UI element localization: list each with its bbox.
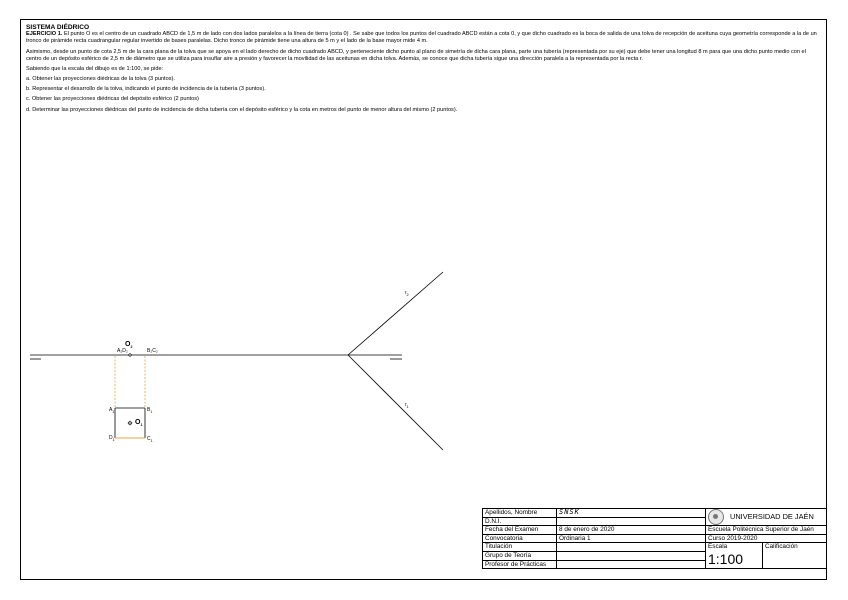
degree-field[interactable]	[557, 543, 706, 552]
label-b2c2: B₂C₂	[147, 348, 158, 354]
dni-field[interactable]	[557, 517, 706, 526]
practice-teacher-field[interactable]	[557, 560, 706, 569]
label-a2d2: A₂D₂	[117, 348, 128, 354]
section-title: SISTEMA DIÉDRICO	[26, 24, 90, 31]
scale-intro: Sabiendo que la escala del dibujo es de 1:100, se pide:	[26, 65, 164, 72]
label-d1: $D_1$	[109, 435, 115, 442]
row-label-convocation: Convocatoria	[483, 534, 557, 543]
university-name: UNIVERSIDAD DE JAÉN	[730, 512, 814, 522]
title-block	[482, 508, 827, 569]
scale-cell	[706, 543, 763, 569]
question-a: a. Obtener las proyecciones diédricas de la tolva (3 puntos).	[26, 75, 175, 82]
row-label-name: Apellidos, Nombre	[483, 509, 557, 518]
row-label-dni: D.N.I.	[483, 517, 557, 526]
row-label-degree: Titulación	[483, 543, 557, 552]
label-o1: $O_1$	[135, 419, 143, 427]
exercise-label: EJERCICIO 1.	[26, 31, 63, 38]
label-o2: $O_2$	[125, 341, 133, 349]
label-c1: $C_1$	[147, 436, 153, 443]
label-r2: $r_2$	[405, 290, 409, 297]
line-r1	[348, 355, 443, 450]
convocation-value: Ordinaria 1	[557, 534, 706, 543]
paragraph-2: Asimismo, desde un punto de cota 2,5 m de la cara plana de la tolva que se apoya en el lado derecho de dicho cuadrado ABCD, y perteneciente dicho punto al plano de simetría de dicha cara plana, parte una tubería (representada por su eje) que debe tener una longitud 8 m para que una dicho punto medio con el centro de un depósito esférico de 2,5 m de diámetro que se utiliza para insuflar aire a presión y favorecer la movilidad de las aceitunas en dicha tolva. Además, se conoce que dicha tubería sigue una dirección paralela a la representada por la recta r.	[26, 48, 806, 62]
exam-date-value: 8 de enero de 2020	[557, 526, 706, 535]
university-cell	[706, 509, 827, 526]
name-field[interactable]	[557, 509, 706, 518]
name-value: SNSK	[559, 508, 580, 516]
question-b: b. Representar el desarrollo de la tolva, indicando el punto de incidencia de la tubería (3 puntos).	[26, 86, 266, 93]
theory-group-field[interactable]	[557, 551, 706, 560]
scale-label: Escala	[708, 543, 728, 551]
grade-label: Calificación	[765, 543, 798, 551]
university-logo-icon	[708, 509, 724, 525]
line-r2	[348, 272, 443, 355]
school-name: Escuela Politécnica Superior de Jaén	[706, 526, 827, 535]
row-label-exam-date: Fecha del Examen	[483, 526, 557, 535]
label-r1: $r_1$	[405, 402, 409, 409]
course-year: Curso 2019-2020	[706, 534, 827, 543]
row-label-theory-group: Grupo de Teoría	[483, 551, 557, 560]
scale-value: 1:100	[708, 550, 744, 567]
label-b1: $B_1$	[147, 407, 153, 414]
question-d: d. Determinar las proyecciones diédricas del punto de incidencia de dicha tubería con el depósito esférico y la cota en metros del punto de menor altura del mismo (2 puntos).	[26, 106, 458, 113]
paragraph-1-text: El punto O es el centro de un cuadrado ABCD de 1,5 m de lado con dos lados paralelos a la línea de tierra (cota 0) . Se sabe que todos los puntos del cuadrado ABCD están a cota 0, y que dicho cuadrado es la boca de salida de una tolva de recepción de aceituna cuya geometría corresponde a la de un tronco de pirámide recta cuadrangular regular invertido de bases paralelas. Dicho tronco de pirámide tiene una altura de 5 m y el lado de la base mayor mide 4 m.	[26, 31, 817, 45]
label-a1: $A_1$	[109, 407, 115, 414]
row-label-practice-teacher: Profesor de Prácticas	[483, 560, 557, 569]
university-header	[708, 509, 824, 525]
grade-cell	[763, 543, 827, 569]
question-c: c. Obtener las proyecciones diédricas del depósito esférico (2 puntos)	[26, 96, 199, 103]
